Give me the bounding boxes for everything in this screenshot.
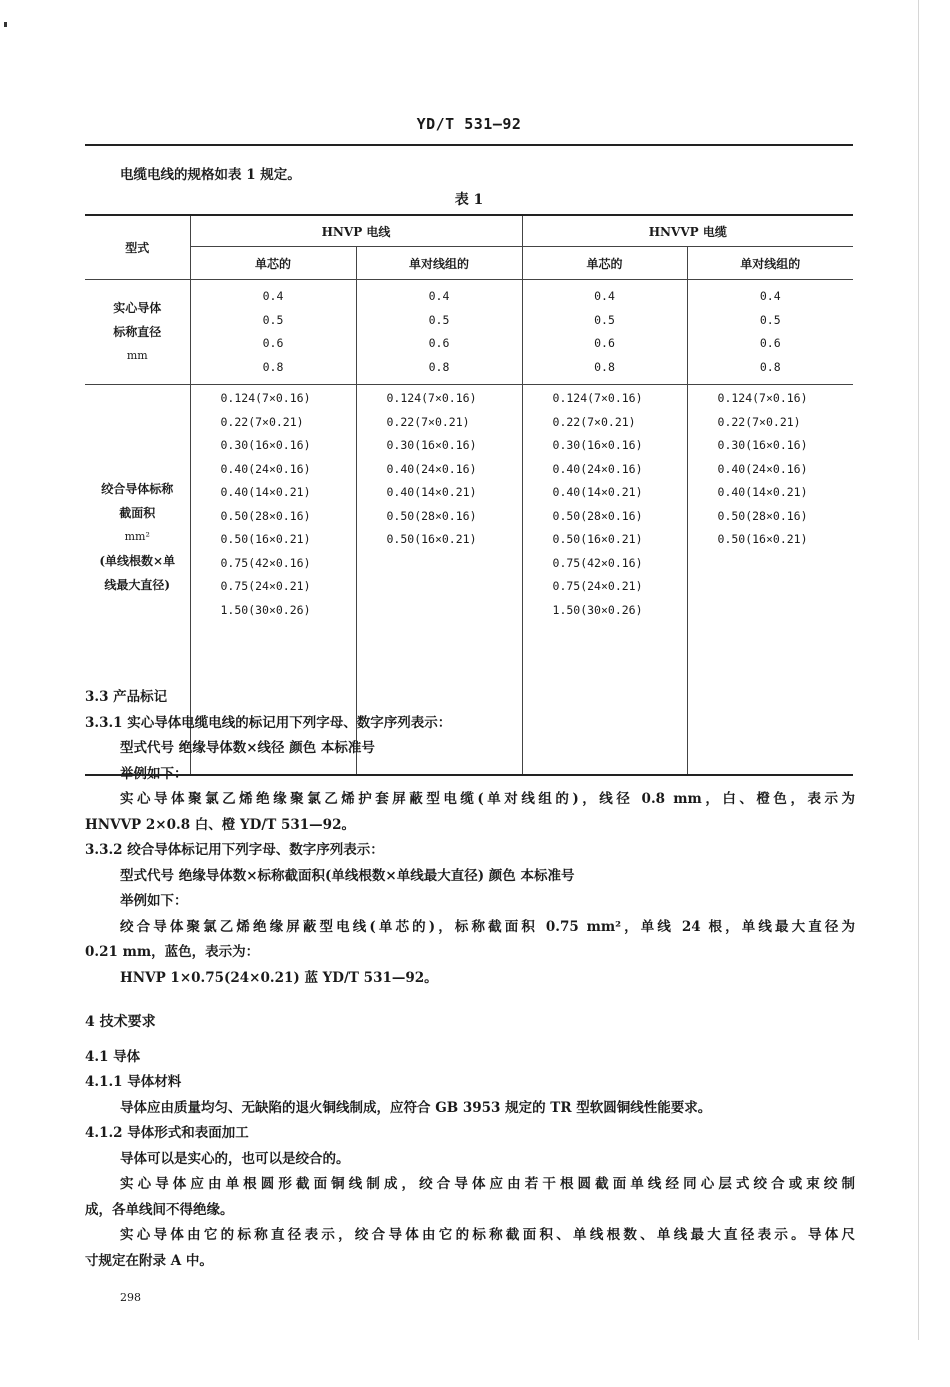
value-cell: 0.40(14×0.21): [220, 485, 311, 499]
value-cell: 0.75(42×0.16): [552, 555, 643, 570]
value-cell: 0.22(7×0.21): [220, 414, 304, 429]
section-3-3-1: 3.3.1 实心导体电缆电线的标记用下列字母、数字序列表示：: [85, 714, 452, 731]
value-cell: 0.75(42×0.16): [220, 555, 311, 570]
value-cell: 0.6: [759, 336, 781, 350]
value-cell: 0.124(7×0.16): [386, 391, 477, 405]
value-cell: 0.50(16×0.21): [552, 532, 643, 546]
value-cell: 1.50(30×0.26): [220, 602, 311, 617]
value-cell: 0.30(16×0.16): [552, 438, 643, 452]
value-cell: 0.4: [428, 289, 450, 303]
sub-header-single: 单芯的: [190, 247, 356, 280]
value-cell: 0.22(7×0.21): [552, 414, 636, 429]
value-cell: 0.8: [262, 359, 284, 374]
value-cell: 0.5: [428, 312, 450, 327]
value-cell: 0.6: [262, 336, 284, 350]
scan-speck: [4, 22, 7, 27]
value-cell: 0.22(7×0.21): [717, 414, 801, 429]
section-4-1-2: 4.1.2 导体形式和表面加工: [85, 1125, 249, 1141]
value-cell: 0.4: [594, 289, 615, 303]
solid-values-hnvvp-pair: [687, 280, 853, 385]
value-cell: 0.4: [759, 289, 781, 303]
section-4-heading: 4 技术要求: [85, 1014, 156, 1030]
label-line: 截面积: [119, 506, 156, 520]
value-cell: 0.50(28×0.16): [552, 508, 643, 523]
value-cell: 0.8: [594, 359, 615, 374]
value-cell: 0.30(16×0.16): [386, 438, 477, 452]
label-line: mm: [126, 349, 148, 362]
section-4-1-2-para2-line2: 成，各单线间不得绝缘。: [85, 1201, 234, 1218]
value-cell: 0.40(24×0.16): [552, 461, 643, 476]
label-line: 标称直径: [113, 325, 162, 339]
intro-text: 电缆电线的规格如表 1 规定。: [120, 167, 301, 183]
solid-values-hnvp-single: [190, 280, 356, 385]
value-cell: 0.75(24×0.21): [552, 579, 643, 593]
section-4-1-2-para2-line1: 实心导体应由单根圆形截面铜线制成，绞合导体应由若干根圆截面单线经同心层式绞合或束绞制: [120, 1176, 855, 1192]
section-3-3-2: 3.3.2 绞合导体标记用下列字母、数字序列表示：: [85, 842, 384, 858]
value-cell: 0.6: [428, 336, 450, 350]
value-cell: 0.50(16×0.21): [717, 532, 808, 546]
format-3-3-1: 型式代号 绝缘导体数×线径 颜色 本标准号: [120, 740, 375, 756]
value-cell: 0.5: [594, 312, 615, 327]
section-4-1-2-para1: 导体可以是实心的，也可以是绞合的。: [120, 1150, 350, 1167]
section-4-1-1: 4.1.1 导体材料: [85, 1074, 182, 1090]
scan-edge-line: [918, 0, 919, 1340]
sub-header-single: 单芯的: [522, 247, 687, 280]
body-sections: [85, 685, 855, 991]
sub-header-pair: 单对线组的: [356, 247, 522, 280]
value-cell: 0.40(14×0.21): [552, 485, 643, 499]
value-cell: 0.40(14×0.21): [717, 485, 808, 499]
solid-values-hnvp-pair: [356, 280, 522, 385]
value-cell: 0.40(24×0.16): [220, 461, 311, 476]
format-3-3-2: 型式代号 绝缘导体数×标称截面积(单线根数×单线最大直径) 颜色 本标准号: [120, 867, 575, 884]
example-3-3-1-line1: 实心导体聚氯乙烯绝缘聚氯乙烯护套屏蔽型电缆(单对线组的)，线径 0.8 mm，白、橙色，表示为: [120, 791, 855, 807]
value-cell: 0.50(16×0.21): [386, 532, 477, 546]
value-cell: 0.50(28×0.16): [717, 508, 808, 523]
value-cell: 0.40(14×0.21): [386, 485, 477, 499]
label-line: (单线根数×单: [99, 554, 176, 568]
label-line: 线最大直径): [104, 578, 171, 592]
value-cell: 0.6: [594, 336, 615, 350]
value-cell: 0.30(16×0.16): [717, 438, 808, 452]
value-cell: 0.30(16×0.16): [220, 438, 311, 452]
page-header-standard-code: YD/T 531—92: [416, 115, 522, 133]
value-cell: 0.75(24×0.21): [220, 579, 311, 593]
value-cell: 0.50(28×0.16): [220, 508, 311, 523]
header-rule: [85, 144, 853, 146]
value-cell: 1.50(30×0.26): [552, 602, 643, 617]
sub-header-pair: 单对线组的: [687, 247, 853, 280]
example-3-3-2-line2: 0.21 mm，蓝色，表示为：: [85, 944, 260, 960]
section-4-1-1-text: 导体应由质量均匀、无缺陷的退火铜线制成，应符合 GB 3953 规定的 TR 型软圆铜线性能要求。: [120, 1099, 712, 1116]
value-cell: 0.5: [759, 312, 781, 327]
value-cell: 0.22(7×0.21): [386, 414, 470, 429]
value-cell: 0.124(7×0.16): [552, 391, 643, 405]
section-4-1: 4.1 导体: [85, 1048, 141, 1065]
solid-label: [85, 280, 190, 385]
example-3-3-2-line1: 绞合导体聚氯乙烯绝缘屏蔽型电线(单芯的)，标称截面积 0.75 mm²，单线 24 根，单线最大直径为: [120, 918, 855, 935]
solid-values-hnvvp-single: [522, 280, 687, 385]
label-line: 实心导体: [113, 301, 162, 315]
group-hnvp-header: HNVP 电线: [190, 215, 522, 247]
type-header: 型式: [85, 215, 190, 280]
value-cell: 0.40(24×0.16): [717, 461, 808, 476]
value-cell: 0.8: [759, 359, 781, 374]
section-3-3: 3.3 产品标记: [85, 689, 168, 705]
value-cell: 0.40(24×0.16): [386, 461, 477, 476]
value-cell: 0.50(28×0.16): [386, 508, 477, 523]
value-cell: 0.5: [262, 312, 284, 327]
table-caption: 表 1: [454, 192, 484, 208]
label-line: 绞合导体标称: [101, 482, 174, 496]
value-cell: 0.4: [262, 289, 284, 303]
section-4-1-2-para3-line2: 寸规定在附录 A 中。: [85, 1252, 213, 1269]
example-intro: 举例如下：: [120, 893, 188, 909]
example-3-3-1-line2: HNVVP 2×0.8 白、橙 YD/T 531—92。: [85, 816, 355, 833]
body-sections-4: [85, 1010, 855, 1274]
value-cell: 0.8: [428, 359, 450, 374]
label-line: mm²: [124, 530, 150, 543]
example-3-3-2-line3: HNVP 1×0.75(24×0.21) 蓝 YD/T 531—92。: [120, 969, 438, 986]
group-hnvvp-header: HNVVP 电缆: [522, 215, 853, 247]
value-cell: 0.124(7×0.16): [717, 391, 808, 405]
example-intro: 举例如下：: [120, 765, 188, 782]
value-cell: 0.124(7×0.16): [220, 391, 311, 405]
value-cell: 0.50(16×0.21): [220, 532, 311, 546]
page-number: 298: [120, 1291, 141, 1304]
section-4-1-2-para3-line1: 实心导体由它的标称直径表示，绞合导体由它的标称截面积、单线根数、单线最大直径表示。导体尺: [120, 1227, 855, 1243]
